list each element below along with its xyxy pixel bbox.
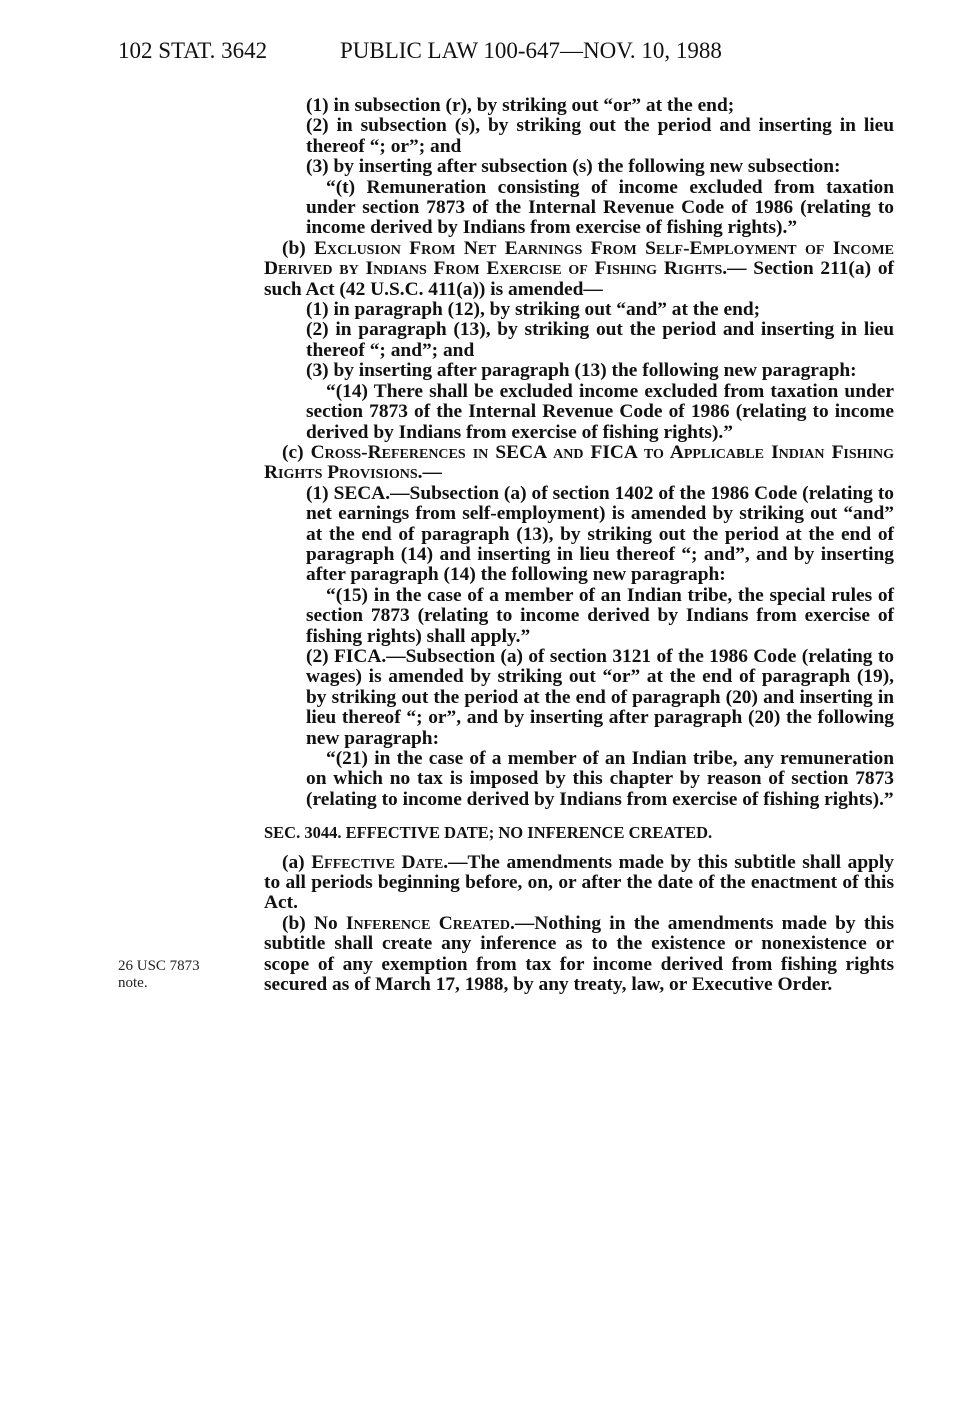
subsection-heading: Exclusion From Net Earnings From Self-Employment of Income Derived by Indians From Exercise of Fishing Rights.— [264, 237, 894, 280]
paragraph: (1) in subsection (r), by striking out “or” at the end; [306, 95, 735, 116]
subsection-b [264, 239, 894, 300]
subsection-label: (b) No [282, 912, 338, 934]
public-law-title: PUBLIC LAW 100-647—NOV. 10, 1988 [340, 38, 722, 63]
paragraph: (2) in paragraph (13), by striking out the period and inserting in lieu thereof “; and”; and [306, 319, 894, 361]
margin-note-line: note. [118, 975, 148, 991]
subsection-label: (b) [282, 237, 306, 259]
subsection-label: (c) [282, 441, 304, 463]
paragraph: (2) in subsection (s), by striking out the period and inserting in lieu thereof “; or”; and [306, 115, 894, 157]
quoted-paragraph: “(15) in the case of a member of an Indian tribe, the special rules of section 7873 (relating to income derived by Indians from exercise of fishing rights) shall apply.” [306, 584, 894, 647]
subsection-heading: Inference Created.— [345, 912, 535, 934]
page-header [0, 38, 957, 72]
subsection-heading: Effective Date.— [311, 851, 468, 873]
quoted-paragraph: “(14) There shall be excluded income excluded from taxation under section 7873 of the Internal Revenue Code of 1986 (relating to income derived by Indians from exercise of fishing rights).” [306, 380, 894, 443]
document-body [264, 96, 894, 995]
subsection-c [264, 443, 894, 484]
subsection-heading: Cross-References in SECA and FICA to Applicable Indian Fishing Rights Provisions.— [264, 441, 894, 484]
quoted-paragraph: “(21) in the case of a member of an Indian tribe, any remuneration on which no tax is imposed by this chapter by reason of section 7873 (relating to income derived by Indians from exercise of fishing rights).” [306, 748, 894, 810]
subsection-label: (a) [282, 851, 305, 873]
subsection-a [264, 853, 894, 914]
section-heading: SEC. 3044. EFFECTIVE DATE; NO INFERENCE CREATED. [264, 823, 713, 843]
subsection-text: The amendments made by this subtitle shall apply to all periods beginning before, on, or after the date of the enactment of this Act. [264, 851, 894, 914]
paragraph: (1) SECA.—Subsection (a) of section 1402 of the 1986 Code (relating to net earnings from self-employment) is amended by striking out “and” at the end of paragraph (13), by striking out the period at the end of paragraph (14) and inserting in lieu thereof “; and”, and by inserting after paragraph (14) the following new paragraph: [306, 482, 894, 586]
margin-note-line: 26 USC 7873 [118, 958, 200, 974]
paragraph: (3) by inserting after subsection (s) the following new subsection: [306, 156, 841, 178]
margin-note [118, 958, 238, 992]
subsection-b-no-inference [264, 914, 894, 996]
paragraph: (2) FICA.—Subsection (a) of section 3121 of the 1986 Code (relating to wages) is amended by striking out “or” at the end of paragraph (19), by striking out the period at the end of paragraph (20) and inserting in lieu thereof “; or”, and by inserting after paragraph (20) the following new paragraph: [306, 645, 894, 749]
subsection-text: Nothing in the amendments made by this subtitle shall create any inference as to the existence or nonexistence or scope of any exemption from tax for income derived from fishing rights secured as of March 17, 1988, by any treaty, law, or Executive Order. [264, 912, 894, 996]
statute-page-number: 102 STAT. 3642 [118, 38, 268, 63]
quoted-paragraph: “(t) Remuneration consisting of income excluded from taxation under section 7873 of the Internal Revenue Code of 1986 (relating to income derived by Indians from exercise of fishing rights).” [306, 176, 894, 239]
paragraph: (1) in paragraph (12), by striking out “and” at the end; [306, 299, 761, 321]
subsection-text: Section 211(a) of such Act (42 U.S.C. 411(a)) is amended— [264, 258, 894, 300]
paragraph: (3) by inserting after paragraph (13) the following new paragraph: [306, 360, 857, 382]
